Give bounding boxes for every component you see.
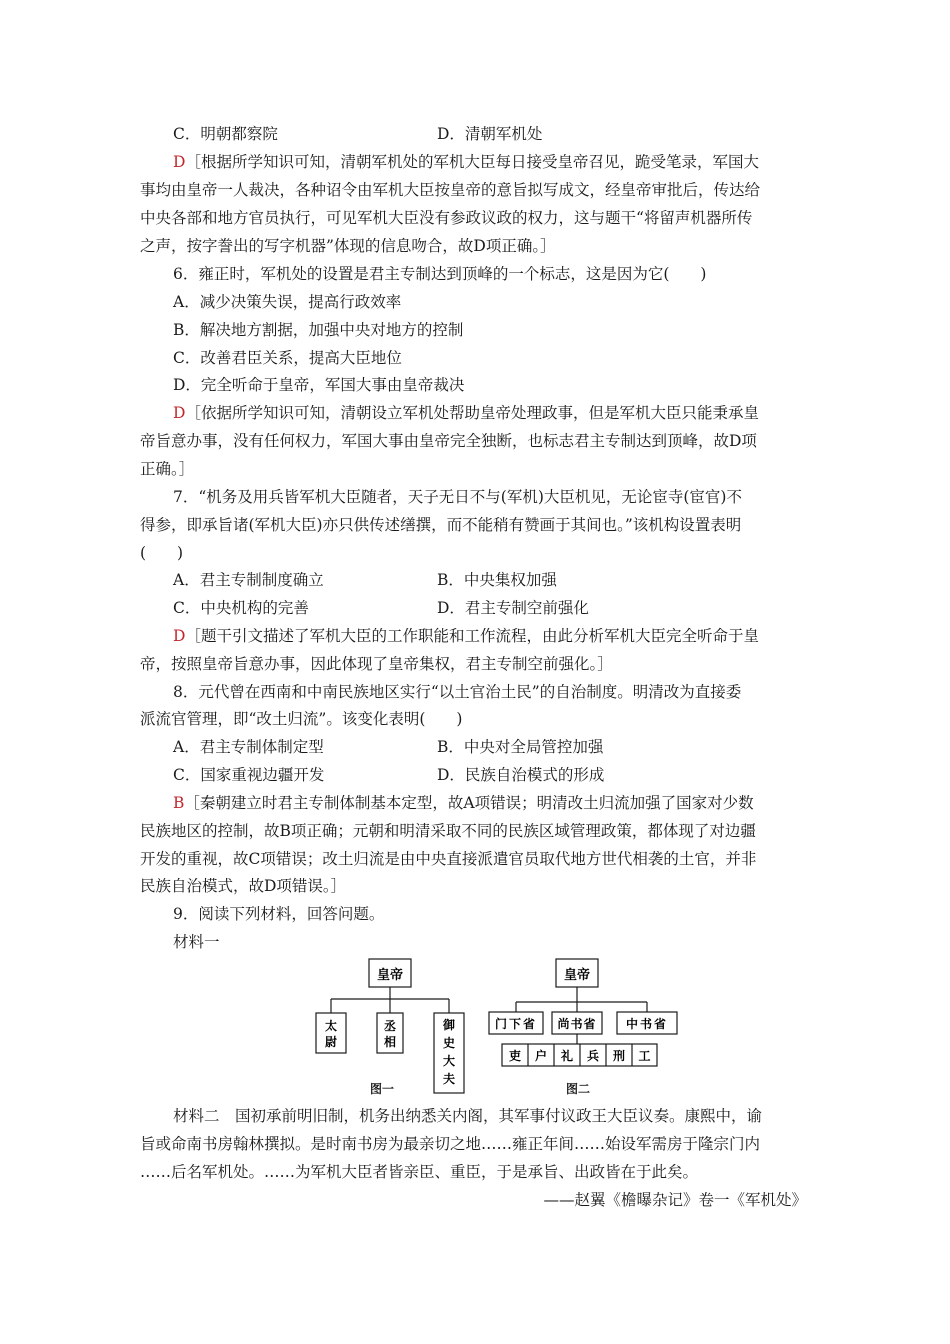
q9-material-2-line-2: 旨或命南书房翰林撰拟。是时南书房为最亲切之地……雍正年间……始设军需房于隆宗门内 xyxy=(140,1135,761,1153)
q6-explanation-line-2: 帝旨意办事，没有任何权力，军国大事由皇帝完全独断，也标志君主专制达到顶峰，故D项 xyxy=(140,432,757,450)
figure-2-emperor: 皇帝 xyxy=(563,968,591,983)
q9-material-2-source: ——赵翼《檐曝杂记》卷一《军机处》 xyxy=(543,1191,807,1209)
q7-explanation-line-1: D［题干引文描述了军机大臣的工作职能和工作流程，由此分析军机大臣完全听命于皇 xyxy=(173,627,759,645)
q5-option-c: C．明朝都察院 xyxy=(173,125,278,143)
figure-2-caption: 图二 xyxy=(566,1082,591,1096)
q7-explanation-line-2: 帝，按照皇帝旨意办事，因此体现了皇帝集权，君主专制空前强化。］ xyxy=(140,655,613,673)
figure-2-ministry: 礼 xyxy=(560,1049,574,1063)
q8-explanation-line-4: 民族自治模式，故D项错误。］ xyxy=(140,877,347,895)
q5-explanation-line-4: 之声，按字誊出的写字机器”体现的信息吻合，故D项正确。］ xyxy=(140,237,556,255)
figure-2-zhongshu: 中书省 xyxy=(625,1017,669,1031)
q6-option-d: D．完全听命于皇帝，军国大事由皇帝裁决 xyxy=(173,376,465,394)
q8-explanation-line-2: 民族地区的控制，故B项正确；元朝和明清采取不同的民族区域管理政策，都体现了对边疆 xyxy=(140,822,756,840)
q8-explanation-line-1: B［秦朝建立时君主专制体制基本定型，故A项错误；明清改土归流加强了国家对少数 xyxy=(173,794,754,812)
q8-stem-line-1: 8．元代曾在西南和中南民族地区实行“以土官治土民”的自治制度。明清改为直接委 xyxy=(173,683,742,701)
figure-2-shangshu: 尚书省 xyxy=(557,1017,597,1031)
figure-1-org-chart xyxy=(300,955,480,1095)
q6-option-c: C．改善君臣关系，提高大臣地位 xyxy=(173,349,402,367)
figure-2-ministry: 工 xyxy=(638,1049,651,1063)
figure-2-ministry: 户 xyxy=(534,1049,548,1063)
q8-option-c: C．国家重视边疆开发 xyxy=(173,766,325,784)
figure-2-ministry: 兵 xyxy=(586,1049,600,1063)
figure-2-menxia: 门下省 xyxy=(494,1017,538,1031)
q9-material-1-label: 材料一 xyxy=(173,933,220,951)
q9-material-2-line-3: ……后名军机处。……为军机大臣者皆亲臣、重臣，于是承旨、出政皆在于此矣。 xyxy=(140,1163,699,1181)
q8-answer: B xyxy=(173,794,185,812)
figure-2-org-chart xyxy=(486,955,686,1070)
q8-explanation-line-3: 开发的重视，故C项错误；改土归流是由中央直接派遣官员取代地方世代相袭的土官，并非 xyxy=(140,850,757,868)
q7-option-a: A．君主专制制度确立 xyxy=(173,571,324,589)
q9-stem: 9．阅读下列材料，回答问题。 xyxy=(173,905,385,923)
figure-2-ministry: 刑 xyxy=(612,1049,626,1063)
q8-option-d: D．民族自治模式的形成 xyxy=(437,766,605,784)
figure-1-chancellor: 丞相 xyxy=(383,1019,397,1049)
q8-option-b: B．中央对全局管控加强 xyxy=(437,738,604,756)
q7-stem-line-1: 7．“机务及用兵皆军机大臣随者，天子无日不与(军机)大臣机见，无论宦寺(宦官)不 xyxy=(173,488,742,506)
q7-option-b: B．中央集权加强 xyxy=(437,571,557,589)
q7-answer: D xyxy=(173,627,186,645)
figure-1-emperor: 皇帝 xyxy=(376,968,404,983)
q7-option-d: D．君主专制空前强化 xyxy=(437,599,589,617)
figure-1-taiwei: 太尉 xyxy=(324,1019,338,1049)
q6-explanation-line-3: 正确。］ xyxy=(140,460,195,478)
q6-option-b: B．解决地方割据，加强中央对地方的控制 xyxy=(173,321,464,339)
q5-explanation-line-1: D［根据所学知识可知，清朝军机处的军机大臣每日接受皇帝召见，跪受笔录，军国大 xyxy=(173,153,759,171)
q7-stem-line-2: 得参，即承旨诸(军机大臣)亦只供传述缮撰，而不能稍有赞画于其间也。”该机构设置表明 xyxy=(140,516,742,534)
q5-answer: D xyxy=(173,153,186,171)
q7-option-c: C．中央机构的完善 xyxy=(173,599,309,617)
q7-stem-line-3: ( ) xyxy=(140,544,184,562)
q6-option-a: A．减少决策失误，提高行政效率 xyxy=(173,293,402,311)
q5-explanation-line-2: 事均由皇帝一人裁决，各种诏令由军机大臣按皇帝的意旨拟写成文，经皇帝审批后，传达给 xyxy=(140,181,761,199)
figure-1-censor: 御史大夫 xyxy=(442,1018,456,1086)
q5-explanation-line-3: 中央各部和地方官员执行，可见军机大臣没有参政议政的权力，这与题干“将留声机器所传 xyxy=(140,209,753,227)
q8-stem-line-2: 派流官管理，即“改土归流”。该变化表明( ) xyxy=(140,710,463,728)
q6-answer: D xyxy=(173,404,186,422)
figure-2-ministry: 吏 xyxy=(508,1049,522,1063)
q6-explanation-line-1: D［依据所学知识可知，清朝设立军机处帮助皇帝处理政事，但是军机大臣只能秉承皇 xyxy=(173,404,759,422)
figure-1-caption: 图一 xyxy=(370,1082,395,1096)
q6-stem: 6．雍正时，军机处的设置是君主专制达到顶峰的一个标志，这是因为它( ) xyxy=(173,265,707,283)
q8-option-a: A．君主专制体制定型 xyxy=(173,738,324,756)
q9-material-2-line-1: 材料二 国初承前明旧制，机务出纳悉关内阁，其军事付议政王大臣议奏。康熙中，谕 xyxy=(173,1107,763,1125)
q5-option-d: D．清朝军机处 xyxy=(437,125,543,143)
